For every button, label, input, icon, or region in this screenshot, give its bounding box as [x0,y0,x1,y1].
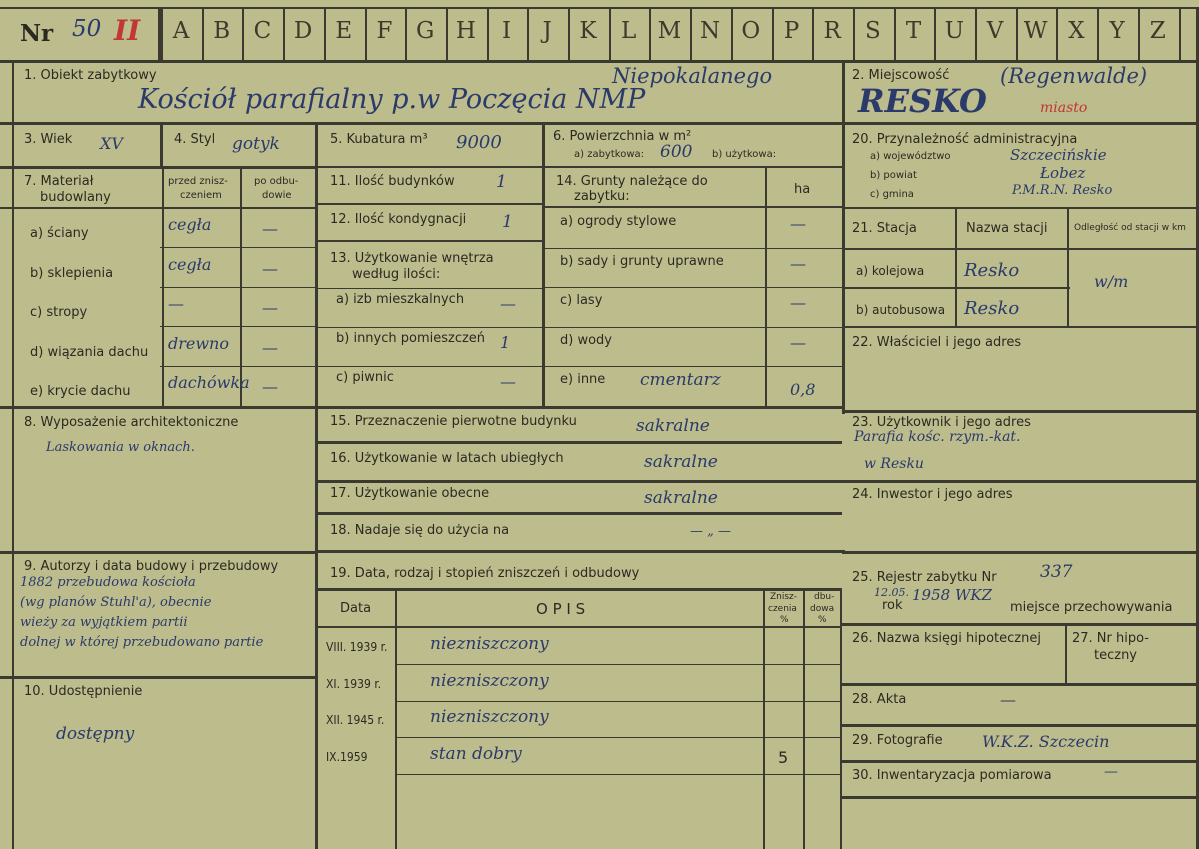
field-28-label: 28. Akta [852,692,907,707]
field-1-label: 1. Obiekt zabytkowy [24,68,157,83]
field-2-note: miasto [1040,100,1088,116]
land-row-value: — [790,332,806,352]
index-letter-r: R [823,18,841,44]
field-20-b-label: b) powiat [870,170,917,181]
field-2-label: 2. Miejscowość [852,68,950,83]
field-15-value: sakralne [636,416,710,436]
field-6-a-value: 600 [660,142,693,162]
field-7-col2-a: po odbu- [254,176,299,187]
damage-row-date: XI. 1939 r. [326,676,382,691]
index-letter-o: O [741,18,761,44]
field-20-c-value: P.M.R.N. Resko [1012,183,1113,198]
field-25-rok-value: 1958 WKZ [912,586,992,604]
index-letter-g: G [416,18,435,44]
field-3-value: XV [100,134,123,153]
index-letter-n: N [700,18,721,44]
field-7-col1-b: czeniem [180,190,222,201]
material-after-value: — [262,258,278,278]
damage-row-date: IX.1959 [326,749,368,764]
divider-line [395,664,842,665]
authors-line: (wg planów Stuhl'a), obecnie [20,595,212,610]
index-letter-u: U [944,18,964,44]
divider-line [160,366,315,367]
index-letter-p: P [783,18,800,44]
field-6-a-label: a) zabytkowa: [574,149,644,160]
index-letter-m: M [657,18,682,44]
authors-line: wieży za wyjątkiem partii [20,615,188,630]
damage-row-date: XII. 1945 r. [326,713,385,727]
field-14-unit: ha [794,182,811,197]
field-21-col-dist: Odległość od stacji w km [1074,223,1186,233]
field-25-label: 25. Rejestr zabytku Nr [852,570,997,585]
record-number-value: 50 [72,16,102,42]
field-27-label-1: 27. Nr hipo- [1072,631,1149,646]
index-letter-s: S [865,18,881,44]
field-22-label: 22. Właściciel i jego adres [852,335,1022,350]
field-2-extra: (Regenwalde) [1000,64,1148,88]
field-21-b-value: Resko [964,298,1020,319]
field-11-value: 1 [496,172,507,192]
damage-row-percent: 5 [778,747,789,767]
field-6-b-label: b) użytkowa: [712,149,777,160]
field-5-value: 9000 [456,132,502,153]
index-letter-t: T [905,18,922,44]
index-letter-f: F [376,18,393,44]
divider-line [318,288,542,289]
field-20-label: 20. Przynależność administracyjna [852,132,1078,147]
index-letter-c: C [253,18,272,44]
field-24-label: 24. Inwestor i jego adres [852,487,1013,502]
damage-row-date: VIII. 1939 r. [326,640,388,654]
field-20-c-label: c) gmina [870,189,914,200]
field-26-label: 26. Nazwa księgi hipotecznej [852,631,1041,646]
field-7-label-1: 7. Materiał [24,174,94,189]
field-25-nr: 337 [1040,562,1073,582]
field-21-col-name: Nazwa stacji [966,221,1048,236]
divider-line [318,366,542,367]
index-letter-b: B [213,18,231,44]
field-28-value: — [1000,690,1016,709]
material-after-value: — [262,298,278,317]
field-7-col2-b: dowie [262,190,292,201]
material-before-value: cegła [168,215,212,234]
index-letter-h: H [455,18,476,44]
material-before-value: cegła [168,254,212,274]
material-row-label: c) stropy [30,305,88,320]
index-letter-x: X [1068,18,1085,44]
field-1-value-line1: Niepokalanego [612,64,773,88]
field-13-label-2: według ilości: [352,267,441,282]
field-9-label: 9. Autorzy i data budowy i przebudowy [24,559,279,574]
divider-line [545,287,842,288]
field-21-dist-value: w/m [1094,272,1129,291]
field-21-label: 21. Stacja [852,221,917,236]
divider-line [395,701,842,702]
field-4-label: 4. Styl [174,132,216,147]
field-4-value: gotyk [232,134,280,154]
field-7-label-2: budowlany [40,190,111,205]
divider-line [545,327,842,328]
field-5-label: 5. Kubatura m³ [330,132,428,147]
land-row-value: — [790,214,806,233]
index-letter-e: E [335,18,353,44]
index-letter-a: A [172,18,190,44]
field-2-value: RESKO [858,82,987,120]
field-15-label: 15. Przeznaczenie pierwotne budynku [330,414,577,429]
interior-row-value: 1 [500,333,511,352]
field-19-col-reb-2: dowa [810,604,835,614]
index-letter-z: Z [1149,18,1166,44]
divider-line [318,327,542,328]
field-20-b-value: Łobez [1040,164,1086,182]
divider-line [1179,7,1181,62]
interior-row-label: c) piwnic [336,370,394,385]
land-row-label: d) wody [560,332,612,348]
field-16-label: 16. Użytkowanie w latach ubiegłych [330,451,564,466]
material-row-label: d) wiązania dachu [30,344,149,360]
field-17-value: sakralne [644,488,718,508]
index-letter-d: D [293,18,313,44]
field-10-value: dostępny [56,724,135,744]
index-letter-v: V [986,18,1004,44]
divider-line [160,287,315,288]
field-17-label: 17. Użytkowanie obecne [330,486,490,501]
divider-line [160,326,315,327]
material-after-value: — [262,337,278,357]
field-21-a-value: Resko [964,260,1020,281]
damage-row-desc: niezniszczony [430,670,549,691]
record-number-label: Nr [20,20,54,47]
index-letter-i: I [502,18,512,44]
field-8-label: 8. Wyposażenie architektoniczne [24,415,239,430]
interior-row-value: — [500,372,516,391]
index-letter-w: W [1023,18,1048,44]
volume-number: II [114,14,141,47]
land-row-label: e) inne [560,372,606,387]
land-row-value: — [790,293,806,312]
interior-row-label: a) izb mieszkalnych [336,292,465,307]
field-3-label: 3. Wiek [24,132,73,147]
divider-line [395,737,842,738]
field-7-col1-a: przed znisz- [168,176,228,187]
field-18-value: — „ — [690,524,731,539]
field-12-label: 12. Ilość kondygnacji [330,212,467,227]
field-19-col-reb-1: dbu- [814,592,835,602]
field-1-value-line2: Kościół parafialny p.w Poczęcia NMP [138,84,646,115]
divider-line [545,366,842,367]
field-27-label-2: teczny [1094,648,1137,663]
interior-row-value: — [500,294,516,313]
divider-line [160,247,315,248]
index-letter-l: L [621,18,637,44]
material-row-label: a) ściany [30,226,89,241]
field-23-value-1: Parafia kośc. rzym.-kat. [854,429,1021,445]
field-23-value-2: w Resku [864,456,924,472]
damage-row-desc: niezniszczony [430,634,549,654]
field-10-label: 10. Udostępnienie [24,684,143,699]
authors-line: dolnej w której przebudowano partie [20,635,264,650]
material-before-value: — [168,294,184,313]
damage-row-desc: stan dobry [430,743,522,764]
field-30-value: — [1104,764,1118,780]
field-19-col-dmg-2: czenia [768,604,797,614]
land-row-label: c) lasy [560,293,603,308]
damage-row-desc: niezniszczony [430,707,549,727]
interior-row-label: b) innych pomieszczeń [336,331,486,346]
field-19-label: 19. Data, rodzaj i stopień zniszczeń i odbudowy [330,566,640,581]
field-25-rok-prefix: 12.05. [874,586,909,599]
field-21-a-label: a) kolejowa [856,264,925,278]
land-row-value: — [790,253,806,273]
field-8-value: Laskowania w oknach. [46,440,195,455]
field-19-col-reb-3: % [818,615,827,625]
land-row-label: b) sady i grunty uprawne [560,253,724,269]
field-19-col-dmg-3: % [780,615,789,625]
material-row-label: e) krycie dachu [30,384,131,399]
field-13-label-1: 13. Użytkowanie wnętrza [330,251,494,266]
material-before-value: drewno [168,333,229,353]
index-letter-j: J [542,18,552,44]
material-row-label: b) sklepienia [30,265,114,281]
divider-line [545,248,842,249]
field-30-label: 30. Inwentaryzacja pomiarowa [852,768,1052,783]
field-23-label: 23. Użytkownik i jego adres [852,415,1031,430]
land-row-label: a) ogrody stylowe [560,214,677,229]
field-12-value: 1 [502,212,513,232]
land-row-value: 0,8 [790,380,816,399]
field-18-label: 18. Nadaje się do użycia na [330,523,510,538]
land-row-extra: cmentarz [640,370,721,390]
field-19-col-dmg-1: Znisz- [770,592,798,602]
field-14-label-1: 14. Grunty należące do [556,174,708,189]
field-14-label-2: zabytku: [574,189,630,204]
authors-line: 1882 przebudowa kościoła [20,575,196,590]
material-after-value: — [262,219,278,238]
divider-line [395,774,842,775]
field-25-rok-label: rok [882,598,903,613]
field-20-a-value: Szczecińskie [1010,146,1107,164]
index-letter-y: Y [1109,18,1125,44]
field-11-label: 11. Ilość budynków [330,174,455,189]
field-19-col-date: Data [340,601,372,616]
field-29-value: W.K.Z. Szczecin [982,732,1110,751]
field-21-b-label: b) autobusowa [856,303,946,317]
field-6-label: 6. Powierzchnia w m² [553,129,692,144]
field-20-a-label: a) województwo [870,151,951,162]
field-25-place: miejsce przechowywania [1010,600,1173,615]
material-after-value: — [262,377,278,396]
index-letter-k: K [579,18,597,44]
material-before-value: dachówka [168,373,250,392]
field-16-value: sakralne [644,452,718,472]
field-29-label: 29. Fotografie [852,733,943,748]
field-19-col-desc: O P I S [536,600,586,618]
